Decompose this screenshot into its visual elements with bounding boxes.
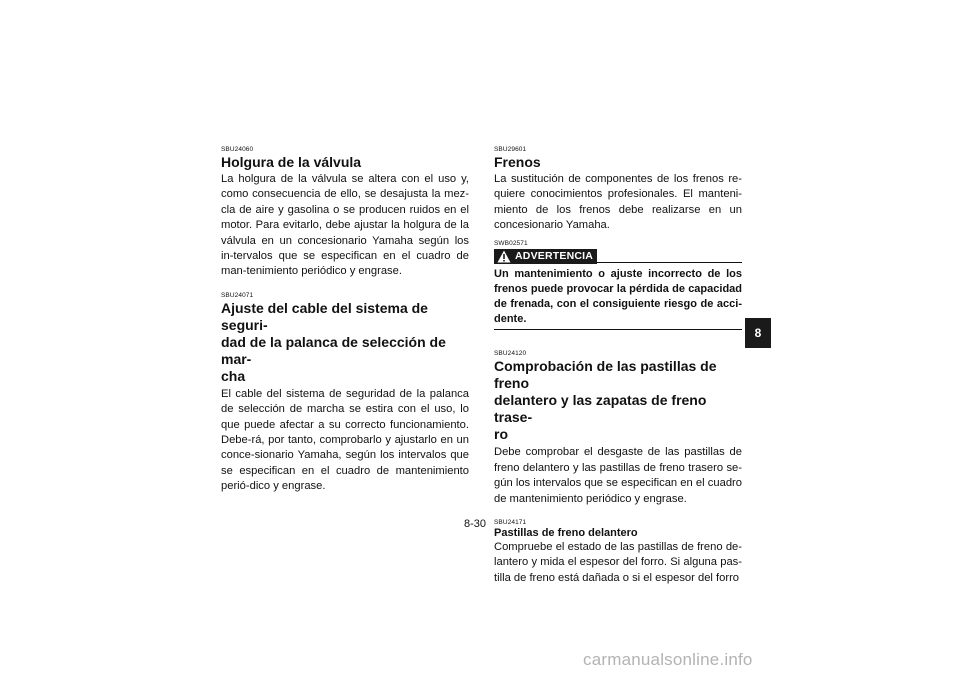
left-column xyxy=(221,146,469,495)
section-title-brakes: Frenos xyxy=(494,154,541,170)
section-body-brake-pads-check: Debe comprobar el desgaste de las pastillas de freno delantero y las pastillas de freno trasero se-gún los intervalos que se especifican en el cuadro de mantenimiento periódico y engrase. xyxy=(494,446,742,505)
title-line: cha xyxy=(221,367,246,384)
section-code: SBU24060 xyxy=(221,146,254,153)
section-title-brake-pads-check xyxy=(494,358,742,443)
warning-text: Un mantenimiento o ajuste incorrecto de los frenos puede provocar la pérdida de capacidad de frenada, con el consiguiente riesgo de acci-dente. xyxy=(494,267,742,326)
right-column xyxy=(494,146,742,586)
title-line: Comprobación de las pastillas de freno xyxy=(494,358,717,392)
title-line: Ajuste del cable del sistema de seguri- xyxy=(221,299,428,333)
warning-code: SWB02571 xyxy=(494,239,528,247)
warning-label: ADVERTENCIA xyxy=(515,250,594,263)
title-line: ro xyxy=(494,426,508,443)
section-code: SBU24120 xyxy=(494,350,527,358)
page-number: 8-30 xyxy=(464,518,487,530)
warning-block xyxy=(494,240,742,331)
warning-badge xyxy=(494,249,597,264)
title-line: delantero y las zapatas de freno trase- xyxy=(494,392,707,426)
section-body-front-pads: Compruebe el estado de las pastillas de freno de-lantero y mida el espesor del forro. Si alguna pas-tilla de freno está dañada o si el espesor del forro xyxy=(494,541,742,584)
title-line: dad de la palanca de selección de mar- xyxy=(221,333,446,367)
section-body-shift-cable: El cable del sistema de seguridad de la palanca de selección de marcha se estira con el uso, lo que puede afectar a su correcto funcionamiento. Debe-rá, por tanto, comprobarlo y ajustarlo en un conce-sionario Yamaha, según los intervalos que se especifican en el cuadro de mantenimiento perió-dico y engrase. xyxy=(221,387,469,493)
warning-rule xyxy=(597,262,742,263)
section-title-valve-clearance: Holgura de la válvula xyxy=(221,154,362,170)
warning-triangle-icon xyxy=(497,250,511,263)
section-body-brakes: La sustitución de componentes de los frenos re-quiere conocimientos profesionales. El manteni-miento de los frenos debe realizarse en un concesionario Yamaha. xyxy=(494,173,742,232)
section-code: SBU24071 xyxy=(221,291,254,299)
watermark: carmanualsonline.info xyxy=(583,650,753,669)
chapter-tab: 8 xyxy=(745,318,771,348)
section-body-valve-clearance: La holgura de la válvula se altera con el uso y, como consecuencia de ello, se desajusta la mez-cla de aire y gasolina o se producen ruidos en el motor. Para evitarlo, debe ajustar la holgura de la válvula en un concesionario Yamaha según los in-tervalos que se especifican en el cuadro de man-tenimiento periódico y engrase. xyxy=(221,173,469,278)
section-title-shift-cable xyxy=(221,300,469,385)
section-title-front-pads: Pastillas de freno delantero xyxy=(494,527,638,540)
section-code: SBU29601 xyxy=(494,146,527,153)
section-code: SBU24171 xyxy=(494,519,527,527)
